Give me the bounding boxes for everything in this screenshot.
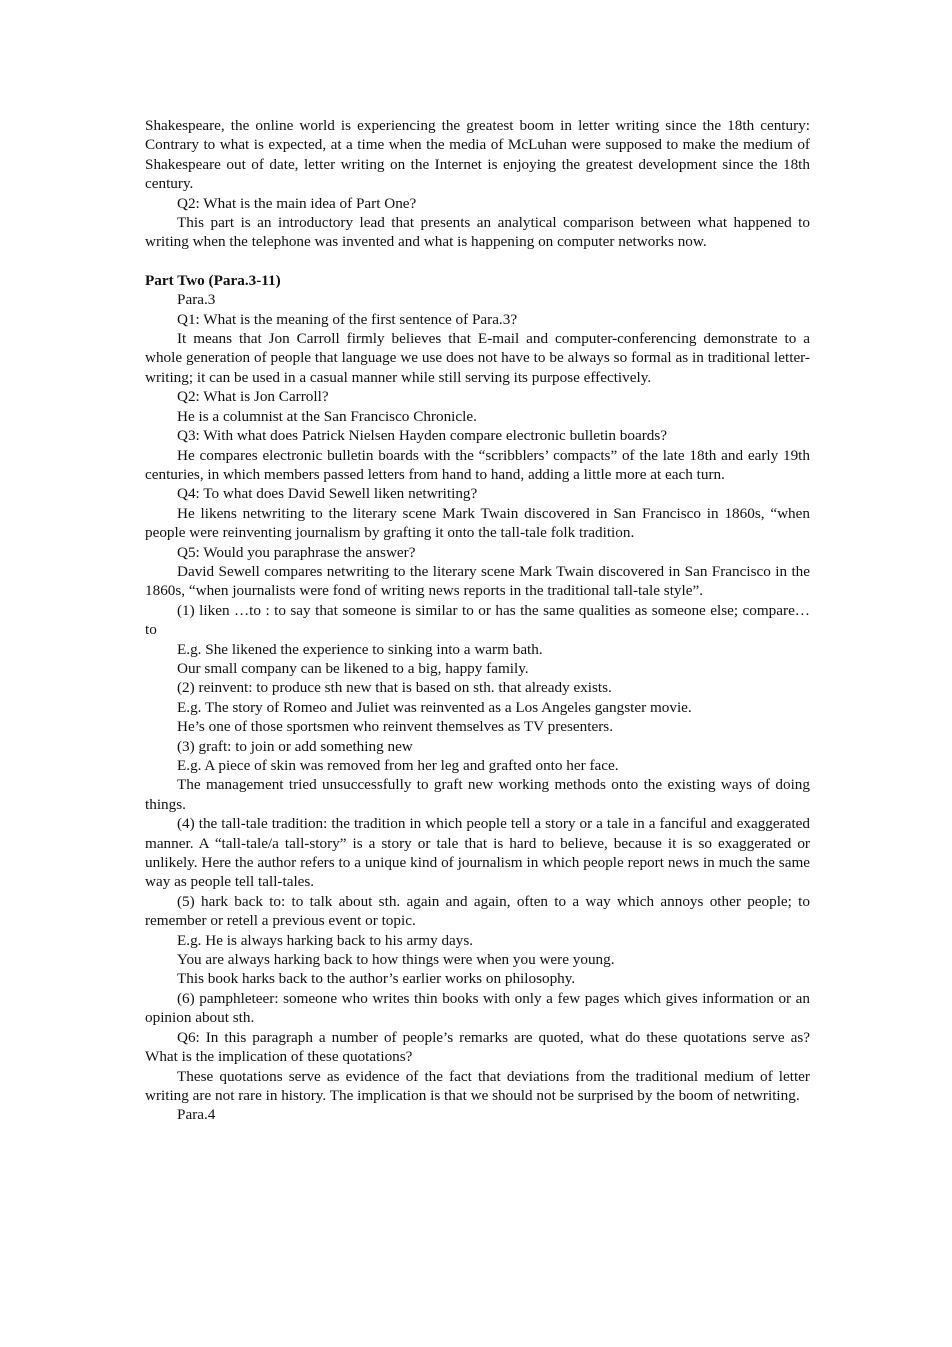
paragraph: He likens netwriting to the literary scene Mark Twain discovered in San Francisco in 1860s, “when people were reinventing journalism by grafting it onto the tall-tale folk tradition. bbox=[145, 504, 810, 542]
paragraph: This book harks back to the author’s earlier works on philosophy. bbox=[177, 970, 576, 988]
paragraph: Shakespeare, the online world is experiencing the greatest boom in letter writing since the 18th century: Contrary to what is expected, at a time when the media of McLuhan were supposed to make the medium of Shakespeare out of date, letter writing on the Internet is enjoying the greatest development since the 18th century. bbox=[145, 117, 810, 193]
paragraph: (6) pamphleteer: someone who writes thin books with only a few pages which gives information or an opinion about sth. bbox=[145, 989, 810, 1027]
paragraph: David Sewell compares netwriting to the literary scene Mark Twain discovered in San Francisco in the 1860s, “when journalists were fond of writing news reports in the traditional tall-tale style”. bbox=[145, 562, 810, 600]
paragraph: The management tried unsuccessfully to graft new working methods onto the existing ways of doing things. bbox=[145, 776, 810, 813]
paragraph: Q4: To what does David Sewell liken netwriting? bbox=[177, 485, 478, 503]
paragraph: E.g. He is always harking back to his army days. bbox=[177, 931, 474, 949]
paragraph: (3) graft: to join or add something new bbox=[177, 737, 413, 755]
paragraph: E.g. The story of Romeo and Juliet was reinvented as a Los Angeles gangster movie. bbox=[177, 698, 692, 716]
paragraph: These quotations serve as evidence of the fact that deviations from the traditional medium of letter writing are not rare in history. The implication is that we should not be surprised by the boom of netwriting. bbox=[145, 1067, 810, 1104]
paragraph: He is a columnist at the San Francisco Chronicle. bbox=[177, 407, 477, 425]
paragraph: Q2: What is Jon Carroll? bbox=[177, 388, 329, 406]
paragraph: Our small company can be likened to a big, happy family. bbox=[177, 659, 529, 677]
paragraph: E.g. A piece of skin was removed from her leg and grafted onto her face. bbox=[177, 757, 619, 774]
paragraph: Para.3 bbox=[177, 291, 216, 309]
paragraph: He compares electronic bulletin boards with the “scribblers’ compacts” of the late 18th and early 19th centuries, in which members passed letters from hand to hand, adding a little more at each turn. bbox=[145, 446, 810, 483]
paragraph: Q1: What is the meaning of the first sentence of Para.3? bbox=[177, 310, 518, 328]
paragraph: He’s one of those sportsmen who reinvent themselves as TV presenters. bbox=[177, 718, 613, 736]
paragraph: (2) reinvent: to produce sth new that is based on sth. that already exists. bbox=[177, 679, 612, 697]
paragraph: E.g. She likened the experience to sinking into a warm bath. bbox=[177, 640, 543, 658]
paragraph: (4) the tall-tale tradition: the tradition in which people tell a story or a tale in a fanciful and exaggerated manner. A “tall-tale/a tall-story” is a story or tale that is hard to believe, because it is so exaggerated or unlikely. Here the author refers to a unique kind of journalism in which people report news in much the same way as people tell tall-tales. bbox=[145, 815, 810, 891]
paragraph: Q3: With what does Patrick Nielsen Hayden compare electronic bulletin boards? bbox=[177, 427, 668, 445]
section-heading: Part Two (Para.3-11) bbox=[145, 271, 281, 289]
paragraph: You are always harking back to how things were when you were young. bbox=[177, 951, 615, 969]
paragraph: This part is an introductory lead that presents an analytical comparison between what happened to writing when the telephone was invented and what is happening on computer networks now. bbox=[145, 214, 810, 251]
document-page bbox=[145, 116, 810, 1125]
paragraph: (5) hark back to: to talk about sth. again and again, often to a way which annoys other people; to remember or retell a previous event or topic. bbox=[145, 892, 810, 930]
section-gap bbox=[145, 252, 810, 271]
paragraph: Q5: Would you paraphrase the answer? bbox=[177, 543, 416, 561]
paragraph: Q6: In this paragraph a number of people’s remarks are quoted, what do these quotations serve as? What is the implication of these quotations? bbox=[145, 1028, 810, 1066]
paragraph: Q2: What is the main idea of Part One? bbox=[177, 194, 417, 212]
paragraph: (1) liken …to : to say that someone is similar to or has the same qualities as someone else; compare… to bbox=[145, 601, 810, 639]
paragraph: It means that Jon Carroll firmly believes that E-mail and computer-conferencing demonstrate to a whole generation of people that language we use does not have to be always so formal as in traditional letter-writing; it can be used in a casual manner while still serving its purpose effectively. bbox=[145, 330, 810, 386]
paragraph: Para.4 bbox=[177, 1106, 216, 1124]
